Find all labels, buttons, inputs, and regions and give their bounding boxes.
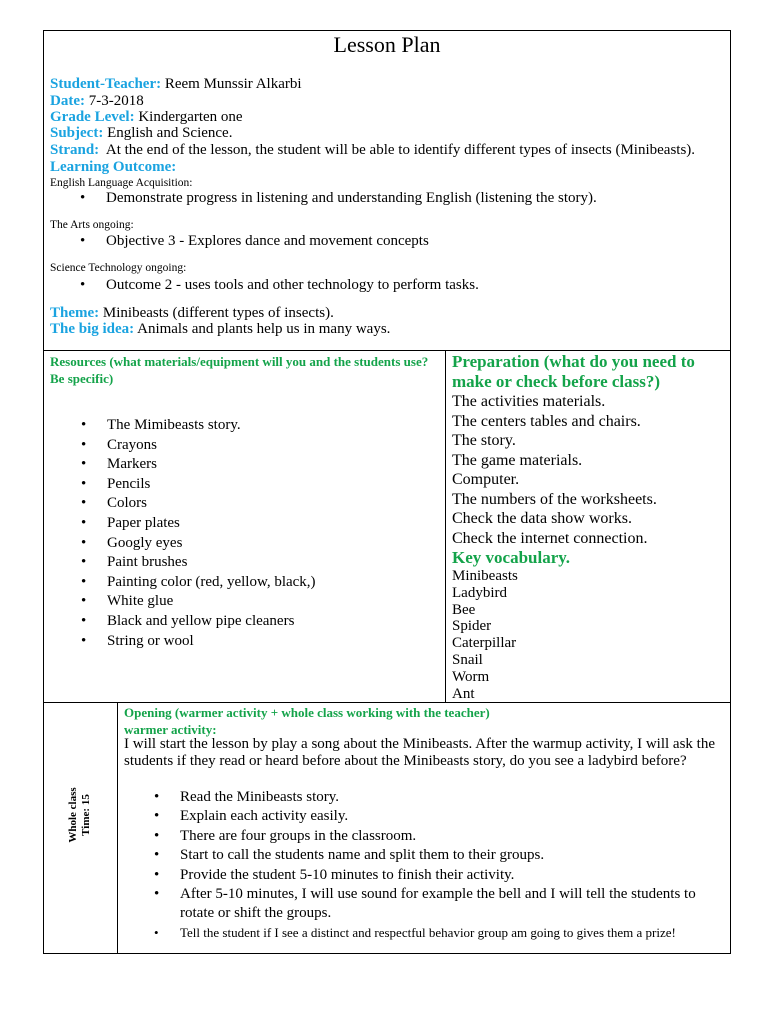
vocabulary-list [452, 568, 518, 702]
list-item: The numbers of the worksheets. [452, 490, 657, 508]
theme-value: Minibeasts (different types of insects). [99, 305, 334, 321]
list-item: • Read the Minibeasts story. [180, 788, 725, 807]
learning-outcome-line [50, 159, 176, 175]
list-item: Bee [452, 601, 476, 618]
strand-line [50, 142, 695, 158]
page-title: Lesson Plan [333, 32, 441, 57]
arts-list [106, 233, 429, 249]
strand-label: Strand: [50, 142, 100, 158]
key-vocabulary-heading: Key vocabulary. [452, 548, 571, 567]
subject-value: English and Science. [103, 125, 233, 141]
list-item: • Start to call the students name and split them to their groups. [180, 846, 725, 865]
list-item: The centers tables and chairs. [452, 412, 641, 430]
opening-heading: Opening (warmer activity + whole class working with the teacher) [124, 705, 490, 720]
grade-value: Kindergarten one [134, 109, 243, 125]
science-list [106, 277, 479, 293]
list-item: Minibeasts [452, 568, 518, 584]
resources-heading: Resources (what materials/equipment will you and the students use? Be specific) [50, 354, 429, 386]
theme-line [50, 305, 334, 321]
subject-line [50, 125, 232, 141]
opening-paragraph: I will start the lesson by play a song about the Minibeasts. After the warmup activity, I will ask the students if they read or heard before about the Minibeasts story, do you see a ladybird before? [124, 736, 715, 769]
ela-label: English Language Acquisition: [50, 177, 193, 189]
student-teacher-line [50, 76, 302, 92]
subject-label: Subject: [50, 125, 104, 141]
arts-label: The Arts ongoing: [50, 219, 134, 231]
list-item: Worm [452, 668, 490, 685]
grade-label: Grade Level: [50, 109, 135, 125]
opening-side-label [45, 760, 115, 870]
big-idea-line [50, 321, 390, 337]
list-item: The game materials. [452, 451, 583, 469]
list-item: • After 5-10 minutes, I will use sound for example the bell and I will tell the students to rotate or shift the groups. [180, 885, 725, 924]
divider-resources-prep [445, 350, 446, 702]
big-idea-value: Animals and plants help us in many ways. [134, 321, 391, 337]
list-item: Spider [452, 618, 492, 635]
side-label-time: Time: 15 [80, 794, 92, 836]
list-item: • Explain each activity easily. [180, 807, 725, 826]
list-item: • Objective 3 - Explores dance and movement concepts [106, 233, 429, 249]
ela-list [106, 190, 597, 206]
preparation-list [452, 392, 657, 548]
list-item: • Outcome 2 - uses tools and other technology to perform tasks. [106, 277, 479, 293]
list-item: • String or wool [107, 632, 316, 652]
list-item: • Pencils [107, 475, 316, 495]
date-line [50, 93, 144, 109]
list-item: Ant [452, 685, 475, 702]
list-item: • White glue [107, 592, 316, 612]
list-item: • Colors [107, 494, 316, 514]
big-idea-label: The big idea: [50, 321, 135, 337]
resources-list [107, 416, 316, 651]
divider-resources [43, 702, 731, 703]
opening-final-list [180, 925, 730, 941]
opening-list [180, 788, 725, 924]
grade-line [50, 109, 243, 125]
list-item: • Markers [107, 455, 316, 475]
student-teacher-value: Reem Munssir Alkarbi [161, 76, 302, 92]
student-teacher-label: Student-Teacher: [50, 76, 162, 92]
list-item: • Paper plates [107, 514, 316, 534]
divider-header [43, 350, 731, 351]
divider-opening-side [117, 702, 118, 954]
learning-outcome-label: Learning Outcome: [50, 159, 177, 175]
list-item: • Paint brushes [107, 553, 316, 573]
list-item: Ladybird [452, 584, 507, 601]
list-item: • Demonstrate progress in listening and understanding English (listening the story). [106, 190, 597, 206]
lesson-plan-page [43, 30, 731, 954]
list-item: • Crayons [107, 436, 316, 456]
list-item: Check the internet connection. [452, 529, 648, 547]
science-label: Science Technology ongoing: [50, 262, 187, 274]
list-item: • Black and yellow pipe cleaners [107, 612, 316, 632]
list-item: • Googly eyes [107, 534, 316, 554]
list-item: The story. [452, 432, 516, 449]
date-value: 7-3-2018 [84, 93, 144, 109]
list-item: Computer. [452, 471, 520, 488]
list-item: • Painting color (red, yellow, black,) [107, 573, 316, 593]
list-item: Snail [452, 651, 483, 668]
list-item: The activities materials. [452, 393, 606, 410]
list-item: • Tell the student if I see a distinct and respectful behavior group am going to gives them a prize! [180, 925, 730, 941]
list-item: • The Mimibeasts story. [107, 416, 316, 436]
list-item: Caterpillar [452, 635, 517, 652]
side-label-group: Whole class [67, 787, 79, 843]
list-item: Check the data show works. [452, 510, 632, 527]
preparation-heading: Preparation (what do you need to make or check before class?) [452, 352, 695, 391]
list-item: • There are four groups in the classroom. [180, 827, 725, 846]
list-item: • Provide the student 5-10 minutes to finish their activity. [180, 866, 725, 885]
date-label: Date: [50, 93, 85, 109]
opening-subheading: warmer activity: [124, 722, 217, 737]
theme-label: Theme: [50, 305, 100, 321]
strand-value: At the end of the lesson, the student will be able to identify different types of insects (Minibeasts). [99, 142, 696, 158]
